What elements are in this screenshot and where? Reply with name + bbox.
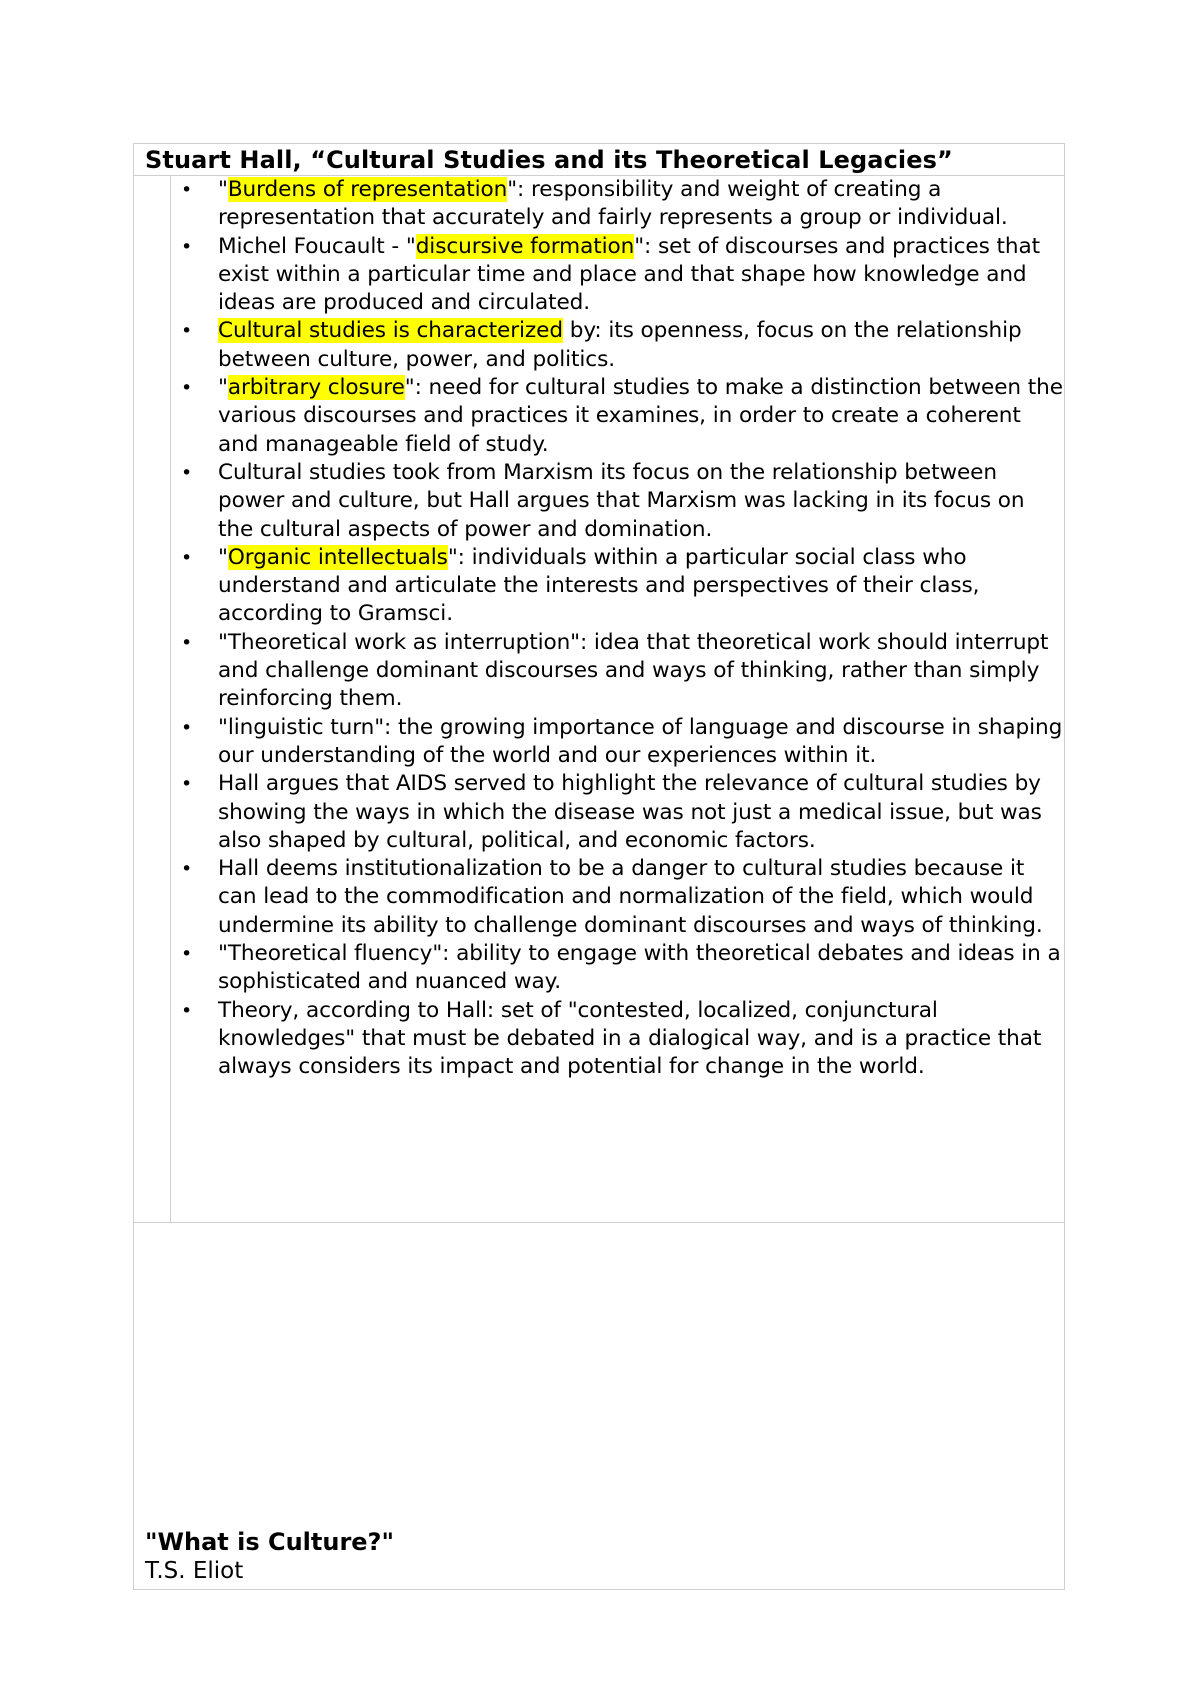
note-item (135, 770, 1065, 855)
note-text: " (218, 177, 228, 202)
note-text: Theory, according to Hall: set of "contested, localized, conjunctural knowledges" that must be debated in a dialogical way, and is a practice that always considers its impact and potential for change in the world. (218, 997, 1042, 1080)
note-item (135, 317, 1065, 374)
bullet-icon: • (181, 235, 193, 258)
next-section-author: T.S. Eliot (145, 1558, 244, 1584)
section-title: Stuart Hall, “Cultural Studies and its Theoretical Legacies” (145, 146, 953, 174)
note-text: ": responsibility and weight of creating a representation that accurately and fairly represents a group or individual. (218, 177, 1008, 231)
highlighted-term: discursive formation (415, 233, 635, 259)
highlighted-term: arbitrary closure (227, 375, 405, 401)
note-item (135, 176, 1065, 233)
bullet-icon: • (181, 631, 193, 654)
bullet-icon: • (181, 943, 193, 966)
note-item (135, 629, 1065, 714)
note-item (135, 544, 1065, 629)
next-section-title: "What is Culture?" (145, 1528, 394, 1556)
bullet-icon: • (181, 179, 193, 201)
note-item (135, 374, 1065, 459)
bullet-icon: • (181, 377, 193, 400)
note-text: " (218, 375, 228, 401)
note-text: "Theoretical work as interruption": idea that theoretical work should interrupt and challenge dominant discourses and ways of thinking, rather than simply reinforcing them. (218, 629, 1049, 712)
bullet-icon: • (181, 320, 193, 343)
bullet-icon: • (181, 716, 193, 739)
note-text: ": need for cultural studies to make a distinction between the various discourses and practices it examines, in order to create a coherent and manageable field of study. (218, 375, 1063, 457)
notes-cell (170, 176, 1064, 1222)
bullet-icon: • (181, 858, 193, 881)
highlighted-term: Burdens of representation (227, 177, 508, 202)
note-text: " (218, 544, 228, 570)
highlighted-term: Cultural studies is characterized (218, 318, 563, 344)
note-item (135, 459, 1065, 544)
next-section-row (134, 1223, 1064, 1589)
note-item (135, 997, 1065, 1082)
note-item (135, 940, 1065, 997)
note-text: Michel Foucault - " (218, 233, 416, 259)
note-text: by: its openness, focus on the relationship between culture, power, and politics. (218, 318, 1022, 372)
note-text: Hall argues that AIDS served to highlight the relevance of cultural studies by showing the ways in which the disease was not just a medical issue, but was also shaped by cultural, political, and economic factors. (218, 771, 1042, 853)
bullet-icon: • (181, 546, 193, 569)
note-text: ": individuals within a particular social class who understand and articulate the interests and perspectives of their class, according to Gramsci. (218, 544, 980, 627)
title-row (134, 144, 1064, 176)
notes-table (133, 143, 1065, 1590)
note-text: Cultural studies took from Marxism its focus on the relationship between power and culture, but Hall argues that Marxism was lacking in its focus on the cultural aspects of power and domination. (218, 459, 1025, 542)
note-item (135, 233, 1065, 318)
note-text: "linguistic turn": the growing importance of language and discourse in shaping our understanding of the world and our experiences within it. (218, 714, 1063, 768)
note-item (135, 714, 1065, 771)
bullet-icon: • (181, 773, 193, 796)
note-item (135, 855, 1065, 940)
bullet-icon: • (181, 461, 193, 484)
note-text: "Theoretical fluency": ability to engage with theoretical debates and ideas in a sophisticated and nuanced way. (218, 941, 1061, 995)
bullet-icon: • (181, 999, 193, 1022)
note-text: Hall deems institutionalization to be a danger to cultural studies because it can lead to the commodification and normalization of the field, which would undermine its ability to challenge dominant discourses and ways of thinking. (218, 856, 1043, 938)
notes-list (171, 176, 1065, 1082)
note-text: ": set of discourses and practices that exist within a particular time and place and that shape how knowledge and ideas are produced and circulated. (218, 233, 1040, 316)
highlighted-term: Organic intellectuals (227, 544, 448, 570)
